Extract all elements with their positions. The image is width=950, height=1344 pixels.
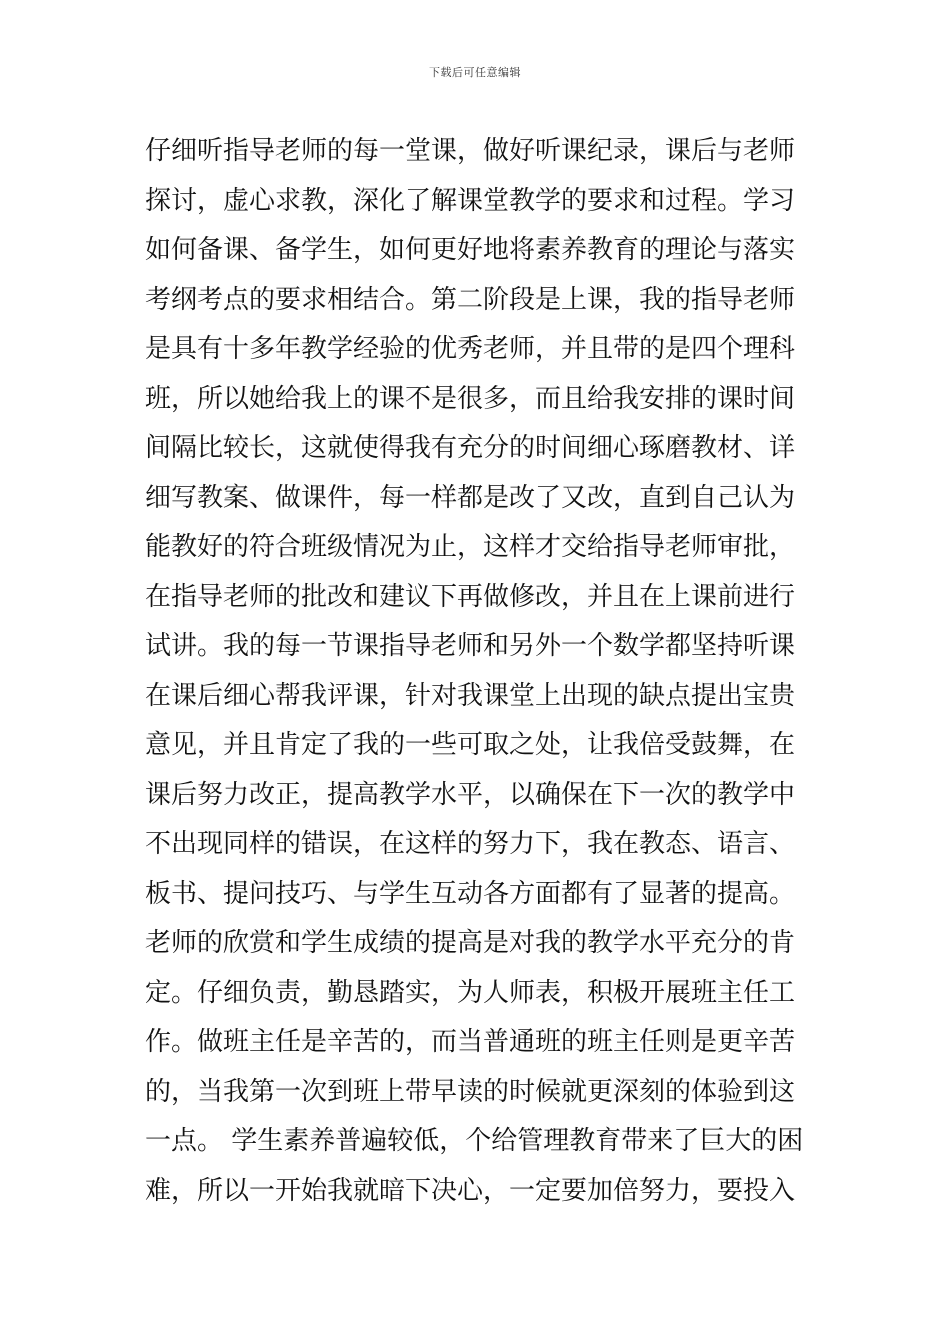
text-line: 能教好的符合班级情况为止，这样才交给指导老师审批， bbox=[145, 532, 796, 562]
text-line: 间隔比较长，这就使得我有充分的时间细心琢磨教材、详 bbox=[145, 433, 796, 463]
text-line: 板书、提问技巧、与学生互动各方面都有了显著的提高。 bbox=[145, 878, 796, 909]
text-line: 细写教案、做课件，每一样都是改了又改，直到自己认为 bbox=[145, 482, 796, 513]
text-line: 班，所以她给我上的课不是很多，而且给我安排的课时间 bbox=[145, 383, 796, 414]
text-line: 在课后细心帮我评课，针对我课堂上出现的缺点提出宝贵 bbox=[145, 680, 796, 711]
text-line: 在指导老师的批改和建议下再做修改，并且在上课前进行 bbox=[145, 581, 796, 612]
text-line: 课后努力改正，提高教学水平，以确保在下一次的教学中 bbox=[145, 779, 796, 810]
text-line: 不出现同样的错误，在这样的努力下，我在教态、语言、 bbox=[145, 829, 796, 859]
page-header: 下载后可任意编辑 bbox=[429, 66, 521, 79]
text-line: 试讲。我的每一节课指导老师和另外一个数学都坚持听课 bbox=[145, 631, 796, 661]
text-line: 意见，并且肯定了我的一些可取之处，让我倍受鼓舞，在 bbox=[145, 730, 796, 760]
text-line: 是具有十多年教学经验的优秀老师，并且带的是四个理科 bbox=[145, 334, 796, 364]
document-body bbox=[145, 127, 815, 1216]
text-line: 难，所以一开始我就暗下决心，一定要加倍努力，要投入 bbox=[145, 1175, 796, 1206]
text-line: 如何备课、备学生，如何更好地将素养教育的理论与落实 bbox=[145, 235, 796, 265]
text-line: 探讨，虚心求教，深化了解课堂教学的要求和过程。学习 bbox=[145, 185, 796, 216]
text-line: 作。做班主任是辛苦的，而当普通班的班主任则是更辛苦 bbox=[145, 1027, 796, 1057]
text-line: 定。仔细负责，勤恳踏实，为人师表，积极开展班主任工 bbox=[145, 977, 796, 1008]
text-line: 考纲考点的要求相结合。第二阶段是上课，我的指导老师 bbox=[145, 284, 796, 315]
text-line: 的，当我第一次到班上带早读的时候就更深刻的体验到这 bbox=[145, 1076, 796, 1107]
text-line: 仔细听指导老师的每一堂课，做好听课纪录，课后与老师 bbox=[145, 136, 796, 166]
text-line: 老师的欣赏和学生成绩的提高是对我的教学水平充分的肯 bbox=[145, 928, 796, 958]
text-line: 一点。 学生素养普遍较低，个给管理教育带来了巨大的困 bbox=[145, 1126, 804, 1156]
